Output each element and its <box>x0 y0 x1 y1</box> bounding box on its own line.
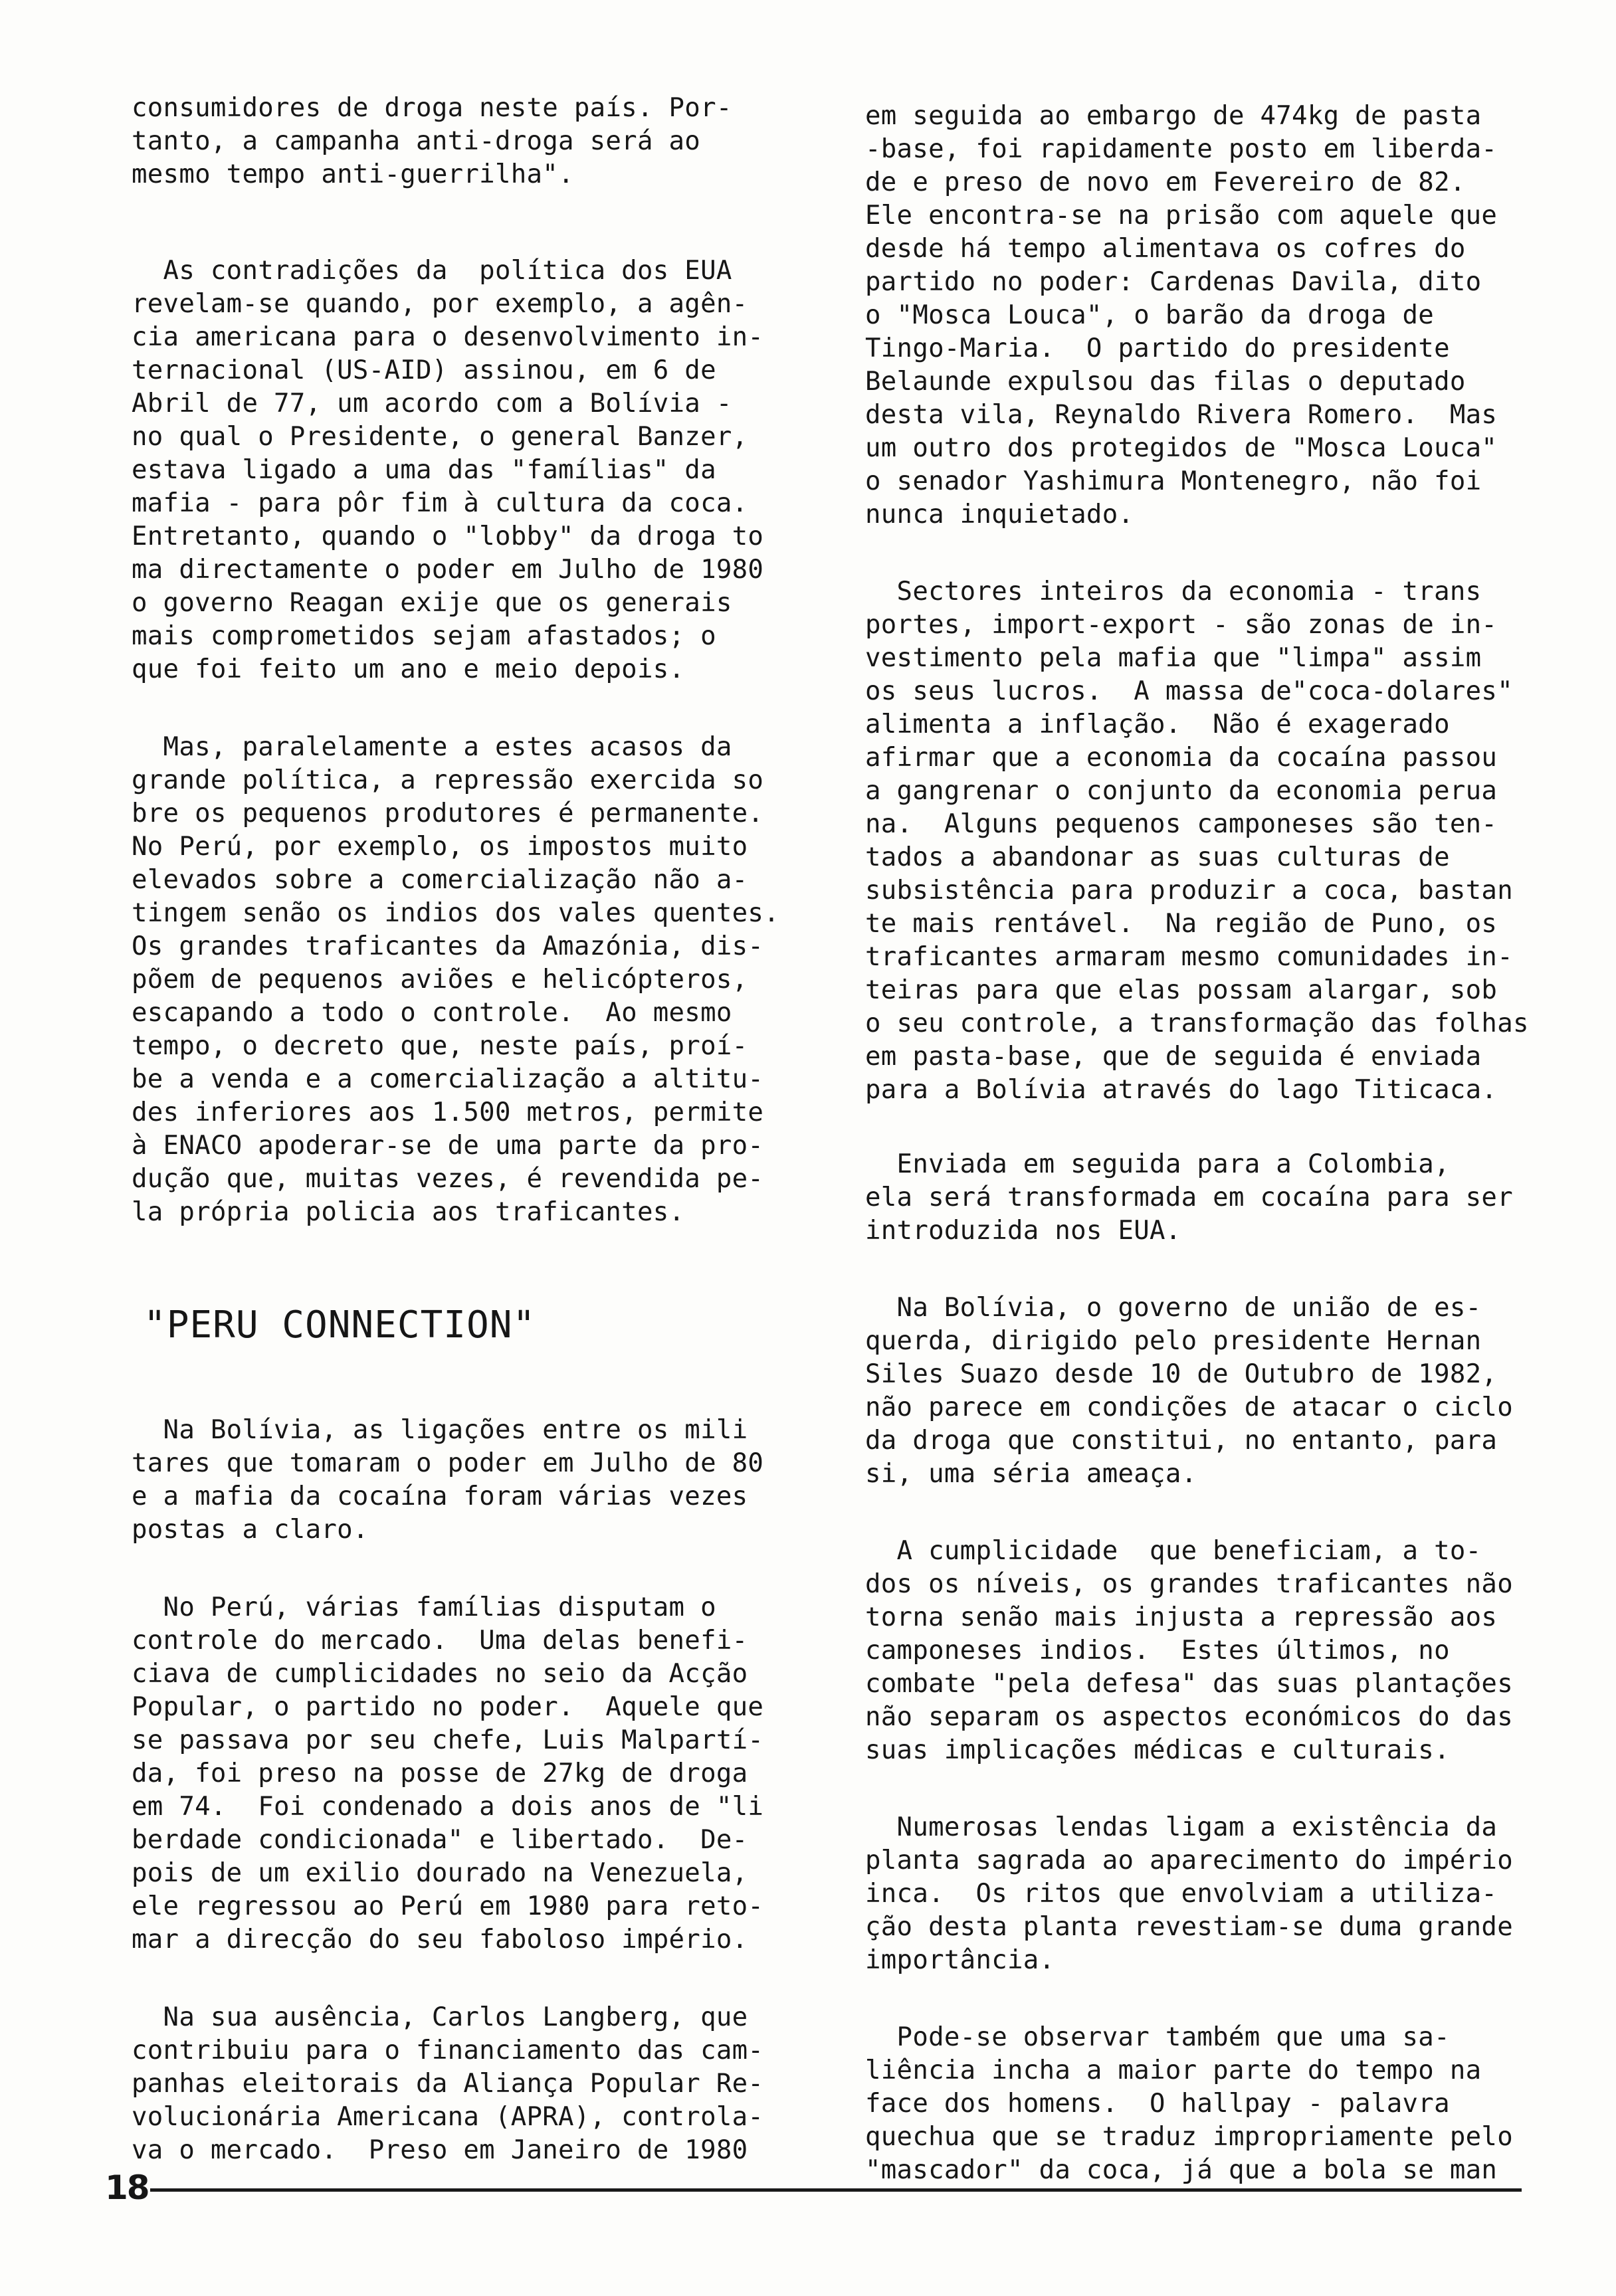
paragraph: Na Bolívia, o governo de união de es- querda, dirigido pelo presidente Hernan Siles Suazo desde 10 de Outubro de 1982, não parece em condições de atacar o ciclo da droga que constitui, no entanto, para si, uma séria ameaça. <box>865 1293 1513 1489</box>
left-column <box>132 92 816 1229</box>
footer-rule <box>150 2188 1522 2192</box>
paragraph: em seguida ao embargo de 474kg de pasta -base, foi rapidamente posto em liberda- de e preso de novo em Fevereiro de 82. Ele encontra-se na prisão com aquele que desde há tempo alimentava os cofres do partido no poder: Cardenas Davila, dito o "Mosca Louca", o barão da droga de Tingo-Maria. O partido do presidente Belaunde expulsou das filas o deputado desta vila, Reynaldo Rivera Romero. Mas um outro dos protegidos de "Mosca Louca" o senador Yashimura Montenegro, não foi nunca inquietado. <box>865 101 1498 529</box>
right-column <box>865 100 1550 2187</box>
paragraph: Na sua ausência, Carlos Langberg, que contribuiu para o financiamento das cam- panhas eleitorais da Aliança Popular Re- volucionária Americana (APRA), controla- va o mercado. Preso em Janeiro de 1980 <box>132 2002 764 2165</box>
paragraph: No Perú, várias famílias disputam o controle do mercado. Uma delas benefi- ciava de cumplicidades no seio da Acção Popular, o partido no poder. Aquele que se passava por seu chefe, Luis Malpartí- da, foi preso na posse de 27kg de droga em 74. Foi condenado a dois anos de "li berdade condicionada" e libertado. De- pois de um exilio dourado na Venezuela, ele regressou ao Perú em 1980 para reto- mar a direcção do seu faboloso império. <box>132 1592 764 1955</box>
paragraph: Na Bolívia, as ligações entre os mili tares que tomaram o poder em Julho de 80 e a mafia da cocaína foram várias vezes postas a claro. <box>132 1415 764 1545</box>
paragraph: Enviada em seguida para a Colombia, ela será transformada em cocaína para ser introduzida nos EUA. <box>865 1149 1513 1246</box>
paragraph: Numerosas lendas ligam a existência da planta sagrada ao aparecimento do império inca. Os ritos que envolviam a utiliza- ção desta planta revestiam-se duma grande importância. <box>865 1812 1513 1975</box>
paragraph: Mas, paralelamente a estes acasos da grande política, a repressão exercida so bre os pequenos produtores é permanente. No Perú, por exemplo, os impostos muito elevados sobre a comercialização não a- tingem senão os indios dos vales quentes. Os grandes traficantes da Amazónia, dis- põem de pequenos aviões e helicópteros, escapando a todo o controle. Ao mesmo tempo, o decreto que, neste país, proí- be a venda e a comercialização a altitu- des inferiores aos 1.500 metros, permite à ENACO apoderar-se de uma parte da pro- dução que, muitas vezes, é revendida pe- la própria policia aos traficantes. <box>132 732 779 1227</box>
paragraph: Sectores inteiros da economia - trans portes, import-export - são zonas de in- vestimento pela mafia que "limpa" assim os seus lucros. A massa de"coca-dolares" alimenta a inflação. Não é exagerado afirmar que a economia da cocaína passou a gangrenar o conjunto da economia perua na. Alguns pequenos camponeses são ten- tados a abandonar as suas culturas de subsistência para produzir a coca, bastan te mais rentável. Na região de Puno, os traficantes armaram mesmo comunidades in- teiras para que elas possam alargar, sob o seu controle, a transformação das folhas em pasta-base, que de seguida é enviada para a Bolívia através do lago Titicaca. <box>865 577 1529 1105</box>
page-number: 18 <box>105 2168 149 2207</box>
paragraph: As contradições da política dos EUA revelam-se quando, por exemplo, a agên- cia americana para o desenvolvimento in- ternacional (US-AID) assinou, em 6 de Abril de 77, um acordo com a Bolívia - no qual o Presidente, o general Banzer, estava ligado a uma das "famílias" da mafia - para pôr fim à cultura da coca. Entretanto, quando o "lobby" da droga to ma directamente o poder em Julho de 1980 o governo Reagan exije que os generais mais comprometidos sejam afastados; o que foi feito um ano e meio depois. <box>132 256 764 684</box>
left-column-lower <box>132 1414 816 2167</box>
paragraph: A cumplicidade que beneficiam, a to- dos os níveis, os grandes traficantes não torna senão mais injusta a repressão aos camponeses indios. Estes últimos, no combate "pela defesa" das suas plantações não separam os aspectos económicos do das suas implicações médicas e culturais. <box>865 1536 1513 1765</box>
paragraph: consumidores de droga neste país. Por- tanto, a campanha anti-droga será ao mesmo tempo anti-guerrilha". <box>132 93 732 189</box>
paragraph: Pode-se observar também que uma sa- liência incha a maior parte do tempo na face dos homens. O hallpay - palavra quechua que se traduz impropriamente pelo "mascador" da coca, já que a bola se man <box>865 2022 1513 2185</box>
section-heading: "PERU CONNECTION" <box>144 1303 536 1347</box>
